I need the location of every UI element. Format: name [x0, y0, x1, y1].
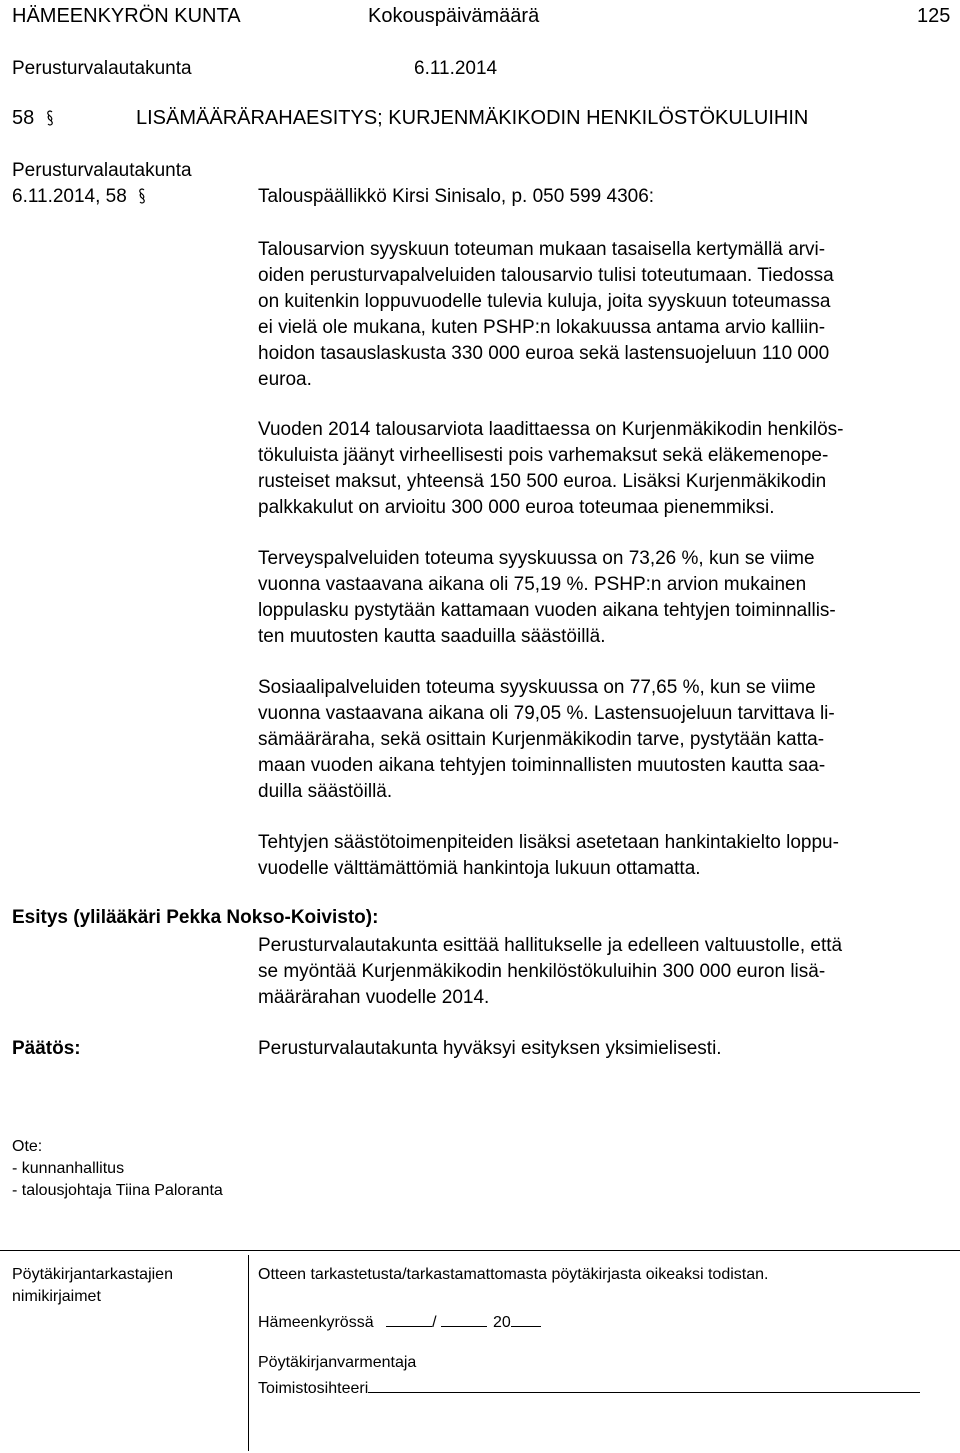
paragraph-staff-costs	[258, 417, 948, 521]
footer-certification: Otteen tarkastetusta/tarkastamattomasta pöytäkirjasta oikeaksi todistan.	[258, 1266, 769, 1283]
footer-inspectors-label: Pöytäkirjantarkastajien	[12, 1266, 173, 1283]
decision-label: Päätös:	[12, 1038, 81, 1059]
footer-initials-label: nimikirjaimet	[12, 1288, 101, 1305]
proposal-label: Esitys (ylilääkäri Pekka Nokso-Koivisto):	[12, 907, 379, 928]
footer-place-date	[258, 1310, 541, 1332]
reference-presenter: Talouspäällikkö Kirsi Sinisalo, p. 050 599 4306:	[258, 186, 655, 207]
paragraph-health-services	[258, 546, 948, 650]
text-line: vuonna vastaavana aikana oli 75,19 %. PSHP:n arvion mukainen	[258, 574, 807, 595]
reference-date-item-text: 6.11.2014, 58	[12, 186, 127, 207]
text-line: Vuoden 2014 talousarviota laadittaessa on Kurjenmäkikodin henkilös-	[258, 419, 844, 440]
text-line: Tehtyjen säästötoimenpiteiden lisäksi asetetaan hankintakielto loppu-	[258, 832, 839, 853]
footer-verifier: Pöytäkirjanvarmentaja	[258, 1354, 417, 1371]
text-line: se myöntää Kurjenmäkikodin henkilöstökuluihin 300 000 euron lisä-	[258, 961, 826, 982]
text-line: Terveyspalveluiden toteuma syyskuussa on 73,26 %, kun se viime	[258, 548, 815, 569]
text-line: rusteiset maksut, yhteensä 150 500 euroa. Lisäksi Kurjenmäkikodin	[258, 471, 827, 492]
footer-column-divider	[248, 1255, 249, 1451]
municipality-name: HÄMEENKYRÖN KUNTA	[12, 5, 241, 27]
section-sign-icon	[46, 109, 54, 127]
text-line: Sosiaalipalveluiden toteuma syyskuussa on 77,65 %, kun se viime	[258, 677, 816, 698]
extract-recipient: - talousjohtaja Tiina Paloranta	[12, 1182, 223, 1199]
text-line: euroa.	[258, 369, 312, 390]
document-type: Kokouspäivämäärä	[368, 5, 540, 27]
year-prefix: 20	[492, 1314, 511, 1331]
page-number: 125	[917, 5, 951, 27]
paragraph-procurement-ban	[258, 830, 948, 882]
extract-label: Ote:	[12, 1138, 43, 1155]
text-line: vuodelle välttämättömiä hankintoja lukuun ottamatta.	[258, 858, 701, 879]
decision-text: Perusturvalautakunta hyväksyi esityksen yksimielisesti.	[258, 1038, 722, 1059]
text-line: on kuitenkin loppuvuodelle tulevia kuluja, joita syyskuun toteumassa	[258, 291, 831, 312]
extract-recipient: - kunnanhallitus	[12, 1160, 125, 1177]
text-line: maan vuoden aikana tehtyjen toiminnallisten muutosten kautta saa-	[258, 755, 826, 776]
signature-field	[368, 1376, 920, 1393]
month-field	[441, 1310, 487, 1327]
item-heading	[12, 107, 54, 130]
text-line: sämääräraha, sekä osittain Kurjenmäkikodin tarve, pystytään katta-	[258, 729, 825, 750]
section-sign-icon	[138, 187, 146, 205]
footer-secretary: Toimistosihteeri	[258, 1380, 369, 1397]
reference-date-item	[12, 186, 146, 208]
text-line: duilla säästöillä.	[258, 781, 393, 802]
year-field	[511, 1310, 541, 1327]
item-number: 58	[12, 107, 35, 129]
text-line: Perusturvalautakunta esittää hallitukselle ja edelleen valtuustolle, että	[258, 935, 843, 956]
text-line: vuonna vastaavana aikana oli 79,05 %. Lastensuojeluun tarvittava li-	[258, 703, 835, 724]
footer-place: Hämeenkyrössä	[258, 1314, 374, 1331]
text-line: hoidon tasauslaskusta 330 000 euroa sekä lastensuojeluun 110 000	[258, 343, 830, 364]
text-line: ei vielä ole mukana, kuten PSHP:n lokakuussa antama arvio kalliin-	[258, 317, 826, 338]
text-line: palkkakulut on arvioitu 300 000 euroa toteumaa pienemmiksi.	[258, 497, 775, 518]
text-line: määrärahan vuodelle 2014.	[258, 987, 490, 1008]
reference-board: Perusturvalautakunta	[12, 160, 192, 181]
text-line: ten muutosten kautta saaduilla säästöillä.	[258, 626, 606, 647]
text-line: Talousarvion syyskuun toteuman mukaan tasaisella kertymällä arvi-	[258, 239, 826, 260]
footer-secretary-line	[258, 1376, 920, 1398]
paragraph-social-services	[258, 675, 948, 805]
proposal-text	[258, 933, 948, 1011]
header-meeting-date: 6.11.2014	[414, 58, 498, 79]
paragraph-budget-forecast	[258, 237, 948, 393]
text-line: oiden perusturvapalveluiden talousarvio tulisi toteutumaan. Tiedossa	[258, 265, 834, 286]
header-board: Perusturvalautakunta	[12, 58, 192, 79]
item-title: LISÄMÄÄRÄRAHAESITYS; KURJENMÄKIKODIN HENKILÖSTÖKULUIHIN	[136, 107, 809, 129]
date-slash: /	[432, 1314, 437, 1331]
text-line: tökuluista jäänyt virheellisesti pois varhemaksut sekä eläkemenope-	[258, 445, 829, 466]
footer-divider	[0, 1250, 960, 1251]
day-field	[386, 1310, 432, 1327]
text-line: loppulasku pystytään kattamaan vuoden aikana tehtyjen toiminnallis-	[258, 600, 836, 621]
